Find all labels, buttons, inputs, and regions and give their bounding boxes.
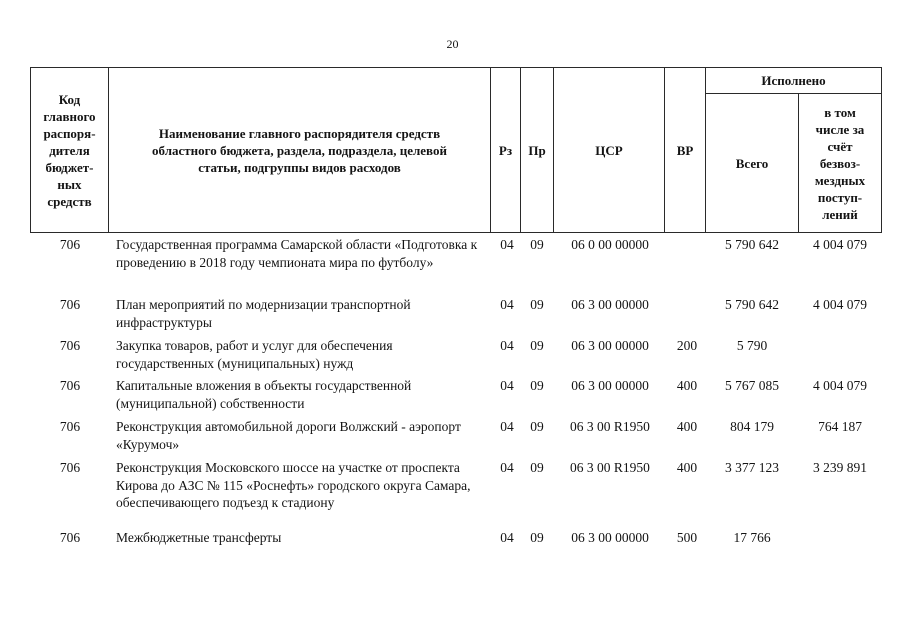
header-code-line: дителя	[49, 142, 90, 158]
header-free-line: безвоз-	[819, 155, 861, 171]
row-rz: 04	[500, 378, 514, 393]
row-vr: 400	[676, 419, 698, 434]
header-free-line: мездных	[814, 172, 866, 188]
row-csr: 06 3 00 00000	[571, 297, 649, 312]
row-pr: 09	[530, 530, 544, 545]
row-code: 706	[59, 237, 81, 252]
row-free: 764 187	[818, 419, 862, 434]
row-pr: 09	[530, 237, 544, 252]
row-name: Реконструкция Московского шоссе на участке от проспекта Кирова до АЗС № 115 «Роснефть» городского округа Самара, обеспечивающего подъезд к стадиону	[116, 460, 471, 510]
row-code: 706	[59, 460, 81, 475]
row-name: Межбюджетные трансферты	[116, 530, 282, 545]
row-csr: 06 3 00 R1950	[570, 419, 650, 434]
row-csr: 06 0 00 00000	[571, 237, 649, 252]
row-code: 706	[59, 530, 81, 545]
header-free-line: счёт	[827, 138, 853, 154]
row-name: Закупка товаров, работ и услуг для обеспечения государственных (муниципальных) нужд	[116, 338, 393, 371]
header-name-line: областного бюджета, раздела, подраздела, целевой	[152, 142, 447, 158]
page-number: 20	[446, 37, 459, 51]
row-csr: 06 3 00 00000	[571, 530, 649, 545]
row-name: Государственная программа Самарской области «Подготовка к проведению в 2018 году чемпионата мира по футболу»	[116, 237, 478, 270]
header-free-line: поступ-	[817, 189, 863, 205]
row-rz: 04	[500, 338, 514, 353]
row-rz: 04	[500, 460, 514, 475]
row-csr: 06 3 00 00000	[571, 378, 649, 393]
header-code-line: распоря-	[43, 125, 96, 141]
row-rz: 04	[500, 530, 514, 545]
row-pr: 09	[530, 297, 544, 312]
header-vr: ВР	[676, 142, 694, 158]
row-free: 3 239 891	[813, 460, 867, 475]
header-name-line: Наименование главного распорядителя средств	[158, 125, 441, 141]
row-rz: 04	[500, 297, 514, 312]
header-code-line: ных	[57, 176, 82, 192]
header-code-line: Код	[58, 91, 81, 107]
row-vr: 400	[676, 460, 698, 475]
row-name: Капитальные вложения в объекты государственной (муниципальной) собственности	[116, 378, 412, 411]
header-free	[799, 94, 881, 232]
row-free: 4 004 079	[813, 378, 867, 393]
header-code-line: главного	[43, 108, 96, 124]
row-total: 804 179	[730, 419, 774, 434]
row-vr: 400	[676, 378, 698, 393]
row-vr: 200	[676, 338, 698, 353]
row-name: План мероприятий по модернизации транспортной инфраструктуры	[116, 297, 411, 330]
header-code	[31, 68, 108, 232]
header-name	[109, 68, 490, 232]
header-bottom-border	[30, 232, 882, 233]
row-code: 706	[59, 338, 81, 353]
row-pr: 09	[530, 460, 544, 475]
row-pr: 09	[530, 419, 544, 434]
header-free-line: числе за	[815, 121, 865, 137]
header-free-line: в том	[824, 104, 856, 120]
row-pr: 09	[530, 338, 544, 353]
row-total: 3 377 123	[725, 460, 779, 475]
row-total: 5 790 642	[725, 237, 779, 252]
row-rz: 04	[500, 237, 514, 252]
row-total: 5 767 085	[725, 378, 779, 393]
header-executed: Исполнено	[761, 73, 826, 88]
row-name: Реконструкция автомобильной дороги Волжский - аэропорт «Курумоч»	[116, 419, 461, 452]
row-free: 4 004 079	[813, 237, 867, 252]
row-code: 706	[59, 378, 81, 393]
col-divider-right	[881, 67, 882, 233]
header-csr: ЦСР	[595, 142, 623, 158]
row-total: 5 790 642	[725, 297, 779, 312]
row-code: 706	[59, 297, 81, 312]
row-code: 706	[59, 419, 81, 434]
row-rz: 04	[500, 419, 514, 434]
row-pr: 09	[530, 378, 544, 393]
header-name-line: статьи, подгруппы видов расходов	[198, 159, 401, 175]
row-total: 5 790	[736, 338, 768, 353]
header-free-line: лений	[822, 206, 858, 222]
row-total: 17 766	[733, 530, 771, 545]
header-pr: Пр	[528, 142, 546, 158]
header-rz: Рз	[498, 142, 513, 158]
row-vr: 500	[676, 530, 698, 545]
header-total: Всего	[735, 155, 769, 171]
header-code-line: бюджет-	[45, 159, 94, 175]
header-code-line: средств	[47, 193, 92, 209]
row-csr: 06 3 00 00000	[571, 338, 649, 353]
row-free: 4 004 079	[813, 297, 867, 312]
row-csr: 06 3 00 R1950	[570, 460, 650, 475]
